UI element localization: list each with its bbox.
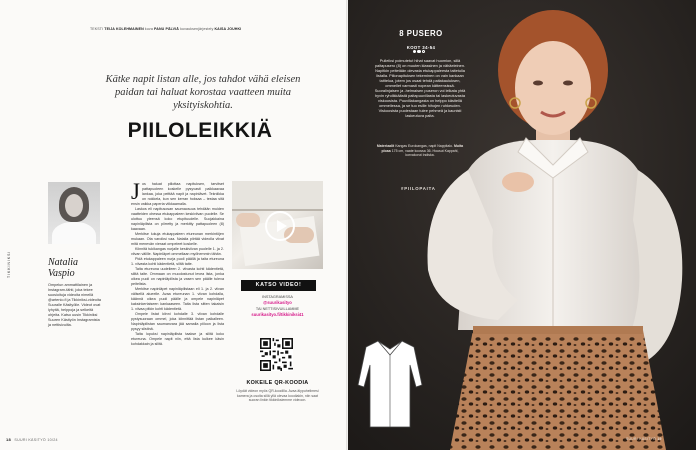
web-label: TAI NETTISIVUILLAMME <box>255 306 300 311</box>
paragraph: Merkitse napinläpet napinläpilistaan eli 1. ja 2. viivan välisellä alueelle. Avaa etureunan 1. viivan kohdalla, käännä oikea puoli päälle ja ompele napinläpet kaksinkertaiseen kankaaseen. Taita lista sitten takaisin 1. viivaa pitkin kohti kädentietä. <box>131 287 224 311</box>
materials-info <box>374 144 466 158</box>
page-title: PIILOLEIKKIÄ <box>127 119 273 142</box>
side-tag: TIKKINIKSI <box>7 250 11 278</box>
instagram-label: INSTAGRAMISSA <box>262 295 293 299</box>
instagram-handle[interactable]: @suurikasityo <box>263 300 292 306</box>
paragraph: Kiinnitä tukikangas nurjalle keskiviivan puolelle 1. ja 2. viivan välille. Napinläpet ommellaan myöhemmin tähän. <box>131 247 224 256</box>
fabric-text: Kangas Eurokangas, napit Nappitalo. <box>395 144 453 148</box>
author-name <box>48 257 103 279</box>
section-number: 8 PUSERO <box>399 29 443 38</box>
article-body <box>131 179 224 347</box>
magazine-name: SUURI KÄSITYÖ 10/24 <box>14 438 58 442</box>
qr-title: KOKEILE QR-KOODIA <box>246 380 309 386</box>
web-url[interactable]: suurikasityo.fi/tikkiniksi41 <box>251 311 304 317</box>
author-photo <box>48 182 100 244</box>
footer-right <box>626 437 662 441</box>
qr-caption: Löydät videon myös QR-koodilla. Avaa älypuhelimesi kamera ja osoita sillä yllä olevaa koodiakin, niin saat suoran linkin tikkiniksiemme videoon. <box>236 389 319 402</box>
difficulty-dots <box>413 40 433 44</box>
magazine-name-right: SUURI KÄSITYÖ <box>626 437 657 441</box>
paragraph: Pidä etukappaleen nurja puoli päällä ja taita etureuna 1. viivasta kohti kädentietä, silitä taite. <box>131 257 224 266</box>
social-links <box>232 295 323 317</box>
paragraph: Merkitse lukuja etukappaleen etureunan merkintöjen mukaan. Ota varoiksi vaa. Natalia piirtää videolla viivat mitä menevän vieraat ompeleet koskelle. <box>131 232 224 246</box>
credits-line: TEKSTI TEIJA KOLEHMAINEN kuva PANU PÄLVIÄ kuvauksenjärjestely KAISA JOUHKI <box>90 27 242 31</box>
qr-code-icon[interactable] <box>260 338 293 371</box>
fabric-label: Materiaalit <box>376 144 395 148</box>
model-text: 175 cm, vaate koossa 36. Housut Kappahl, korvakorut Indiska. <box>391 148 459 158</box>
paragraph: Ompele listat kiinni kohdalle 3. viivan kohdalle pystysuoraan ommel, joka kiinnittää listan paikalleen. Napinläpilistan saumanvara jää samalla piiloon ja lista pysyy siistinä. <box>131 312 224 331</box>
model-label: Muita ploaa <box>381 144 464 153</box>
paragraph: Laskos eli napitusosan saumaosuus tehdään muiden vaatteiden ohessa etukappaleen keskiviivan puolelle. Se ulottuu yleensä koko etupituudelle. Suojakkaina napinläpilista on piirretty ja merkitty pattapuoleen (8) kaavaan. <box>131 207 224 231</box>
hashtag: #PIILOPAITA <box>401 186 436 191</box>
paragraph: Taita lopuksi napinläpilista taakse ja silitä koko etureuna. Ompele napit niin, että lista kulkee käsin kohdakkain ja silitä. <box>131 332 224 346</box>
difficulty-dot-filled <box>417 50 420 53</box>
page-number-right: 19 <box>657 437 662 441</box>
side-tag-wrap <box>5 232 13 282</box>
page-number: 18 <box>6 437 12 442</box>
watch-video-label: KATSO VIDEO! <box>241 280 316 291</box>
author-name-last: Vaspio <box>48 268 75 279</box>
video-thumbnail[interactable] <box>232 181 323 269</box>
shirt-sketch-icon <box>356 335 424 430</box>
footer-left <box>6 437 58 442</box>
author-bio: Ompelun ammattilainen ja Instagram-tähti, joka tekee suosioituja videoita nimellä @artenio.fi ja Tikkiniksi-videoita Suuralle Käsityölle. Videot ovat lyhyitä, helppoja ja selkeitä ohjeita. Katso uusin Tikkiniksi Suuren Käsityön Instagramista ja nettisivuilta. <box>48 283 102 327</box>
dropcap: J <box>131 179 140 204</box>
pattern-description: Pulleiksi poimutetut hihat saavat huomion, sillä paitapusero (8) on muuten klassinen ja vähäeleinen. Napitkin peitetään olevasta etukappaleesta taitetulla listalla. Piilonapituksen tekeminen on vain kankaan taittelua, jotem jos osaat tehdä paitakauluksen, ommellet varmasti nopean kätteensissä. Suoralinjaisen ja -helmaisen puseron voi lelkata yhtä hyvin ryhdikkäästä paitapuuvillasta tai laskeutuvasta viskoosista. Puuvillakangasta on helppo käsitellä ommellessa, ja se tuo esille hihojen ruhkeuden. Viskoosista puolestaan tulee pehmeä ja kaunisti laskeutuva paita. <box>374 58 466 118</box>
right-page <box>348 0 696 450</box>
size-range: KOOT 34-54 <box>406 45 436 50</box>
paragraph: os haluat piilottaa napituksen, tarvitset pattapuoleen koskelle pysyvasti paikkaavaa lankaa, joka peittää napit ja napinlävet. Tekniikka on nokkela, kun sen kerran hoksaa – testaa sitä ensin vaikka paperia viikkaamalla. <box>131 182 224 206</box>
play-icon[interactable] <box>265 211 295 241</box>
lede: Kätke napit listan alle, jos tahdot vähä eleisen paidan tai haluat korostaa vaatteen muita yksityiskohtia. <box>105 74 301 111</box>
author-name-first: Natalia <box>48 257 79 268</box>
paragraph: Taita etureuna uudelleen 2. viivasta kohti kädentietä, silitä taite. Ommaan on muodostunut levea lista, jonka oikea puoli on napinläpilista ja vasen sen päälle tuleva peitelista. <box>131 267 224 286</box>
